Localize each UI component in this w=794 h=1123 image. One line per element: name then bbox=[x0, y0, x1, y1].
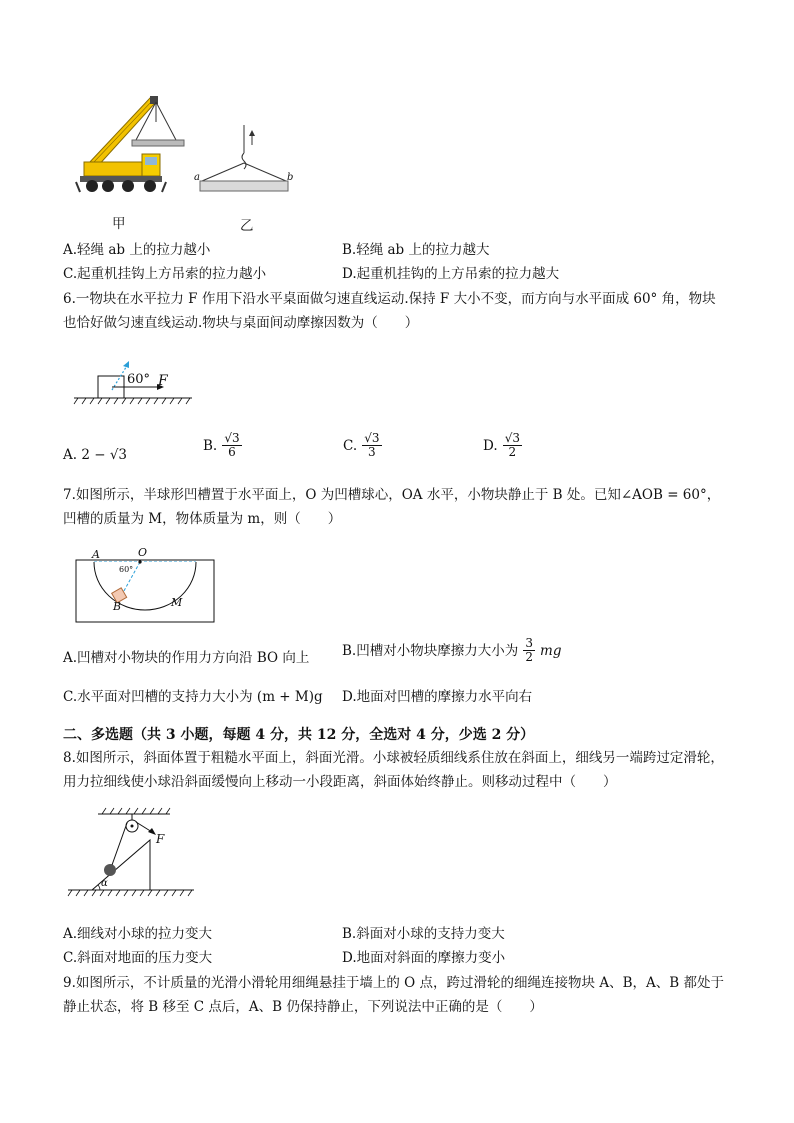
q9-stem-line2: 静止状态，将 B 移至 C 点后，A、B 仍保持静止，下列说法中正确的是（ ） bbox=[63, 999, 543, 1015]
q6-option-a[interactable]: A. 2 − √3 bbox=[63, 447, 128, 463]
q6-stem-line1: 6.一物块在水平拉力 F 作用下沿水平桌面做匀速直线运动.保持 F 大小不变，而方向与水平面成 60° 角，物块 bbox=[63, 291, 716, 307]
crane-load-figure bbox=[130, 100, 190, 150]
q6-option-d[interactable]: D. $\frac{√3}{2}$ bbox=[483, 431, 521, 459]
q7-option-c[interactable]: C.水平面对凹槽的支持力大小为 (m + M)g bbox=[63, 689, 323, 705]
q6-fig-force: F bbox=[158, 373, 168, 389]
q8-option-c[interactable]: C.斜面对地面的压力变大 bbox=[63, 950, 213, 966]
q6-stem-line2: 也恰好做匀速直线运动.物块与桌面间动摩擦因数为（ ） bbox=[63, 315, 419, 331]
q6-option-c[interactable]: C. $\frac{√3}{3}$ bbox=[343, 431, 380, 459]
hemisphere-groove-figure bbox=[76, 556, 216, 626]
q6-fig-angle: 60° bbox=[127, 372, 151, 387]
q8-stem-line1: 8.如图所示，斜面体置于粗糙水平面上，斜面光滑。小球被轻质细线系住放在斜面上，细线另一端跨过定滑轮， bbox=[63, 750, 724, 766]
q7-option-b[interactable]: B.凹槽对小物块摩擦力大小为 $\frac{3}{2}$ mg bbox=[342, 636, 562, 664]
incline-pulley-figure bbox=[66, 808, 196, 904]
q7-stem-line2: 凹槽的质量为 M，物体质量为 m，则（ ） bbox=[63, 511, 342, 527]
q8-option-d[interactable]: D.地面对斜面的摩擦力变小 bbox=[342, 950, 506, 966]
q7-label-o: O bbox=[138, 546, 148, 559]
q8-option-a[interactable]: A.细线对小球的拉力变大 bbox=[63, 926, 213, 942]
fraction: $\frac{√3}{3}$ bbox=[364, 431, 380, 459]
q7-label-b: B bbox=[113, 600, 122, 613]
fraction: $\frac{3}{2}$ bbox=[525, 636, 533, 664]
q7-label-m: M bbox=[171, 596, 183, 609]
q7-label-a: A bbox=[92, 548, 100, 561]
section-title: 二、多选题（共 3 小题，每题 4 分，共 12 分，全选对 4 分，少选 2 分） bbox=[63, 727, 535, 743]
label-b: b bbox=[287, 172, 294, 183]
fig-label-left: 甲 bbox=[112, 216, 126, 232]
q7-option-a[interactable]: A.凹槽对小物块的作用力方向沿 BO 向上 bbox=[63, 650, 310, 666]
q5-option-a[interactable]: A.轻绳 ab 上的拉力越小 bbox=[63, 242, 211, 258]
q9-stem-line1: 9.如图所示，不计质量的光滑小滑轮用细绳悬挂于墙上的 O 点，跨过滑轮的细绳连接物块 A、B，A、B 都处于 bbox=[63, 975, 724, 991]
q8-option-b[interactable]: B.斜面对小球的支持力变大 bbox=[342, 926, 505, 942]
hanging-plate-figure bbox=[196, 125, 296, 205]
q8-fig-angle: α bbox=[101, 878, 108, 889]
fraction: $\frac{√3}{6}$ bbox=[224, 431, 240, 459]
q7-label-angle: 60° bbox=[119, 565, 134, 574]
q7-option-d[interactable]: D.地面对凹槽的摩擦力水平向右 bbox=[342, 689, 533, 705]
fig-label-right: 乙 bbox=[240, 218, 254, 234]
q5-option-d[interactable]: D.起重机挂钩的上方吊索的拉力越大 bbox=[342, 266, 560, 282]
q6-option-b[interactable]: B. $\frac{√3}{6}$ bbox=[203, 431, 240, 459]
q7-stem-line1: 7.如图所示，半球形凹槽置于水平面上，O 为凹槽球心，OA 水平，小物块静止于 B 处。已知∠AOB = 60°， bbox=[63, 487, 721, 503]
q5-option-b[interactable]: B.轻绳 ab 上的拉力越大 bbox=[342, 242, 490, 258]
q5-option-c[interactable]: C.起重机挂钩上方吊索的拉力越小 bbox=[63, 266, 267, 282]
q8-fig-force: F bbox=[156, 832, 165, 846]
label-a: a bbox=[194, 172, 200, 183]
fraction: $\frac{√3}{2}$ bbox=[504, 431, 521, 459]
q8-stem-line2: 用力拉细线使小球沿斜面缓慢向上移动一小段距离，斜面体始终静止。则移动过程中（ ） bbox=[63, 774, 617, 790]
